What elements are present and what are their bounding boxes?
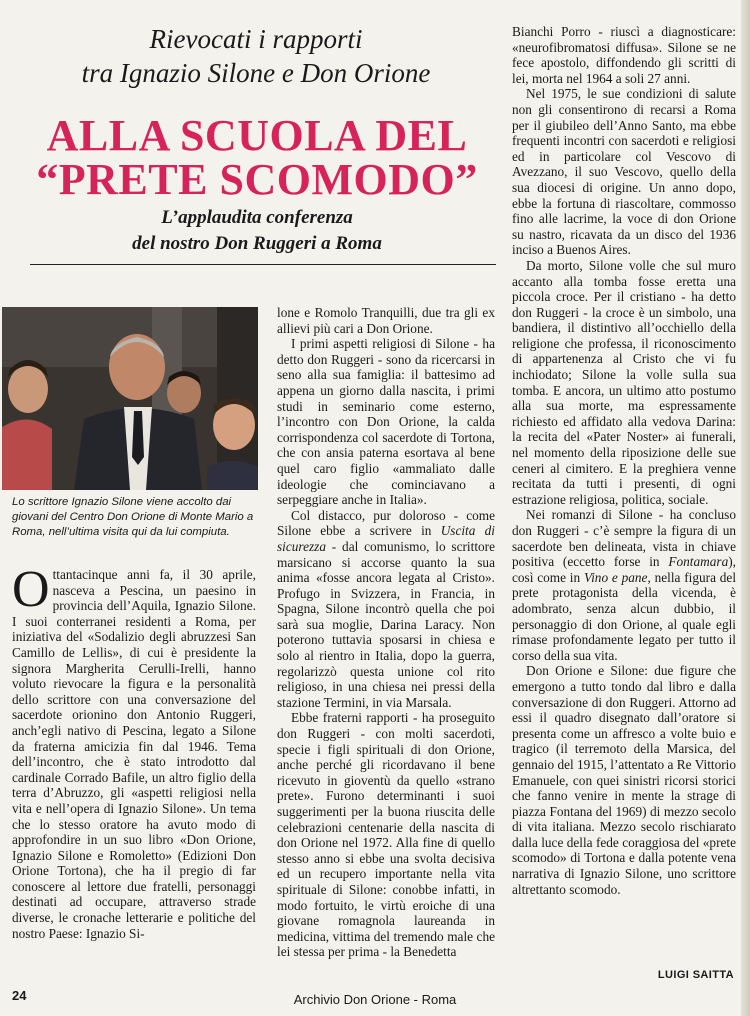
headline-line-1: ALLA SCUOLA DEL bbox=[46, 111, 468, 160]
kicker-line-2: tra Ignazio Silone e Don Orione bbox=[81, 58, 431, 88]
paragraph: Ebbe fraterni rapporti - ha proseguito don Ruggeri - con molti sacerdoti, specie i figli spirituali di don Orione, anche perché gli ricordavano il bene ricevuto in gioventù da quello «strano prete». Furono determinanti i suoi suggerimenti per la buona riuscita delle celebrazioni centenarie della nascita di don Orione nel 1972. Alla fine di quello stesso anno si ebbe una svolta decisiva ed un recupero importante nella vita spirituale di Silone: conobbe infatti, in modo fortuito, le virtù eroiche di una giovane romagnola laureanda in medicina, vittima del tremendo male che lei stessa per prima - la Benedetta bbox=[277, 710, 495, 960]
headline bbox=[18, 111, 496, 204]
column-3 bbox=[512, 24, 736, 897]
text-run: , nella figura del prete protagonista della vicenda, è adombrato, senza alcun dubbio, il personaggio di don Orione, al quale egli rimase profondamente legato per tutto il corso della sua vita. bbox=[512, 569, 737, 663]
paragraph: I primi aspetti religiosi di Silone - ha detto don Ruggeri - sono da ricercarsi in seno alla sua famiglia: il battesimo ad appena un giorno dalla nascita, i primi studi in seminario come esterno, l’incontro con Don Orione, la calda corrispondenza col sacerdote di Tortona, che con ansia paterna esortava al bene quel caro figlio «ammaliato dalle ideologie che cominciavano a serpeggiare anche in Italia». bbox=[277, 336, 495, 508]
paragraph: Don Orione e Silone: due figure che emergono a tutto tondo dal libro e dalla conversazione di don Ruggeri. Attorno ad essi il quadro disegnato dall’oratore si presenta come un affresco a volte buio e tragico (il terremoto della Marsica, del gennaio del 1915, l’attentato a Re Vittorio Emanuele, con quei sinistri ricorsi storici che fanno venire in mente la strage di piazza Fontana del 1969) di mezzo secolo di vita italiana. Mezzo secolo rischiarato dalla luce della fede coraggiosa del «prete scomodo» di Tortona e dalla potente vena narrativa di Ignazio Silone, uno scrittore altrettanto scomodo. bbox=[512, 663, 736, 897]
kicker-line-1: Rievocati i rapporti bbox=[149, 24, 363, 54]
paragraph: Nel 1975, le sue condizioni di salute non gli consentirono di recarsi a Roma per il giubileo dell’Anno Santo, ma ebbe frequenti incontri con sacerdoti e religiosi ed in particolare col Vescovo di Avezzano, il suo Vescovo, quello della sua diocesi di origine. Un anno dopo, ebbe la fortuna di riascoltare, commosso fino alle lacrime, la voce di don Orione su nastro, ricavata da un disco del 1936 inciso a Buenos Aires. bbox=[512, 86, 736, 258]
kicker bbox=[20, 22, 492, 90]
author-signature: LUIGI SAITTA bbox=[657, 969, 734, 981]
drop-cap: O bbox=[12, 561, 50, 618]
article-photo bbox=[2, 307, 258, 490]
page-edge bbox=[741, 0, 750, 1016]
paragraph bbox=[277, 508, 495, 711]
book-title: Fontamara bbox=[668, 554, 729, 570]
paragraph: Bianchi Porro - riuscì a diagnosticare: «neurofibromatosi diffusa». Silone se ne fece apostolo, diffondendo gli scritti di lei, morta nel 1964 a soli 27 anni. bbox=[512, 24, 736, 86]
photo-illustration bbox=[2, 307, 258, 490]
column-2 bbox=[277, 305, 495, 960]
subheadline bbox=[22, 205, 492, 257]
page-number: 24 bbox=[12, 988, 27, 1003]
column-1 bbox=[12, 561, 256, 941]
text-run: Nei romanzi di Silone - ha concluso don Ruggeri - c’è sempre la figura di un sacerdote ben delineata, vista in chiave positiva (eccetto forse in bbox=[512, 507, 736, 570]
paragraph bbox=[12, 561, 256, 941]
photo-caption: Lo scrittore Ignazio Silone viene accolto dai giovani del Centro Don Orione di Monte Mario a Roma, nell’ultima visita qui da lui compiuta. bbox=[12, 496, 254, 538]
book-title: Uscita di sicurezza bbox=[277, 523, 496, 554]
book-title: Vino e pane bbox=[583, 569, 648, 585]
text-run: - dal comunismo, lo scrittore marsicano si accorse quanto la sua anima «fosse ancora legata al Cristo». Profugo in Svizzera, in Francia, in Spagna, Silone incontrò quella che poi sarà sua moglie, Darina Laracy. Non poterono tuttavia sposarsi in chiesa e solo al rientro in Italia, dopo la guerra, regolarizzò questa unione col rito religioso, in una chiesa nei pressi della stazione Termini, in via Marsala. bbox=[277, 538, 495, 710]
paragraph: Da morto, Silone volle che sul muro accanto alla tomba fosse eretta una piccola croce. Per il cristiano - ha detto don Ruggeri - la croce è un simbolo, una bandiera, il distintivo all’occhiello della religione che professa, il riconoscimento di appartenenza al Cristo che vi fu inchiodato; Silone la volle sulla sua tomba. E ancora, un ultimo atto postumo alla sua morte, ma espressamente richiesto ed affidato alla vedova Darina: la recita del «Pater Noster» ai funerali, nel momento della riposizione delle sue ceneri al cimitero. E la preghiera venne recitata da tutti i presenti, di ogni estrazione religiosa, politica, sociale. bbox=[512, 257, 736, 507]
column-1-text: ttantacinque anni fa, il 30 aprile, nasceva a Pescina, un paesino in provincia dell’Aquila, Ignazio Silone. I suoi conterranei residenti a Roma, per iniziativa del «Sodalizio degli abruzzesi San Camillo de Lellis», di cui è presidente la signora Margherita Cerulli-Irelli, hanno voluto rievocare la figura e la personalità dello scrittore con una conversazione del sacerdote orionino don Antonio Ruggeri, anch’egli nativo di Pescina, legato a Silone da fraterna amicizia fin dal 1946. Tema dell’incontro, che è stato introdotto dal cardinale Corrado Bafile, un altro figlio della terra d’Abruzzo, gli «aspetti religiosi nella vita e nell’opera di Ignazio Silone». Un tema che lo stesso oratore ha avuto modo di approfondire in un suo libro «Don Orione, Ignazio Silone e Romoletto» (Edizioni Don Orione Tortona), che ha il pregio di far conoscere al lettore due fratelli, personaggi destinati ad occupare, attraverso strade diverse, le cronache letterarie e politiche del nostro Paese: Ignazio Si- bbox=[12, 567, 256, 941]
paragraph bbox=[512, 507, 736, 663]
paragraph: lone e Romolo Tranquilli, due tra gli ex allievi più cari a Don Orione. bbox=[277, 305, 495, 336]
archive-credit: Archivio Don Orione - Roma bbox=[293, 992, 457, 1007]
title-divider bbox=[30, 264, 496, 265]
subhead-line-1: L’applaudita conferenza bbox=[161, 207, 353, 228]
headline-line-2: “PRETE SCOMODO” bbox=[36, 155, 478, 204]
subhead-line-2: del nostro Don Ruggeri a Roma bbox=[132, 233, 382, 254]
text-run: ), così come in bbox=[512, 554, 736, 585]
text-run: Col distacco, pur doloroso - come Silone ebbe a scrivere in bbox=[277, 507, 495, 539]
